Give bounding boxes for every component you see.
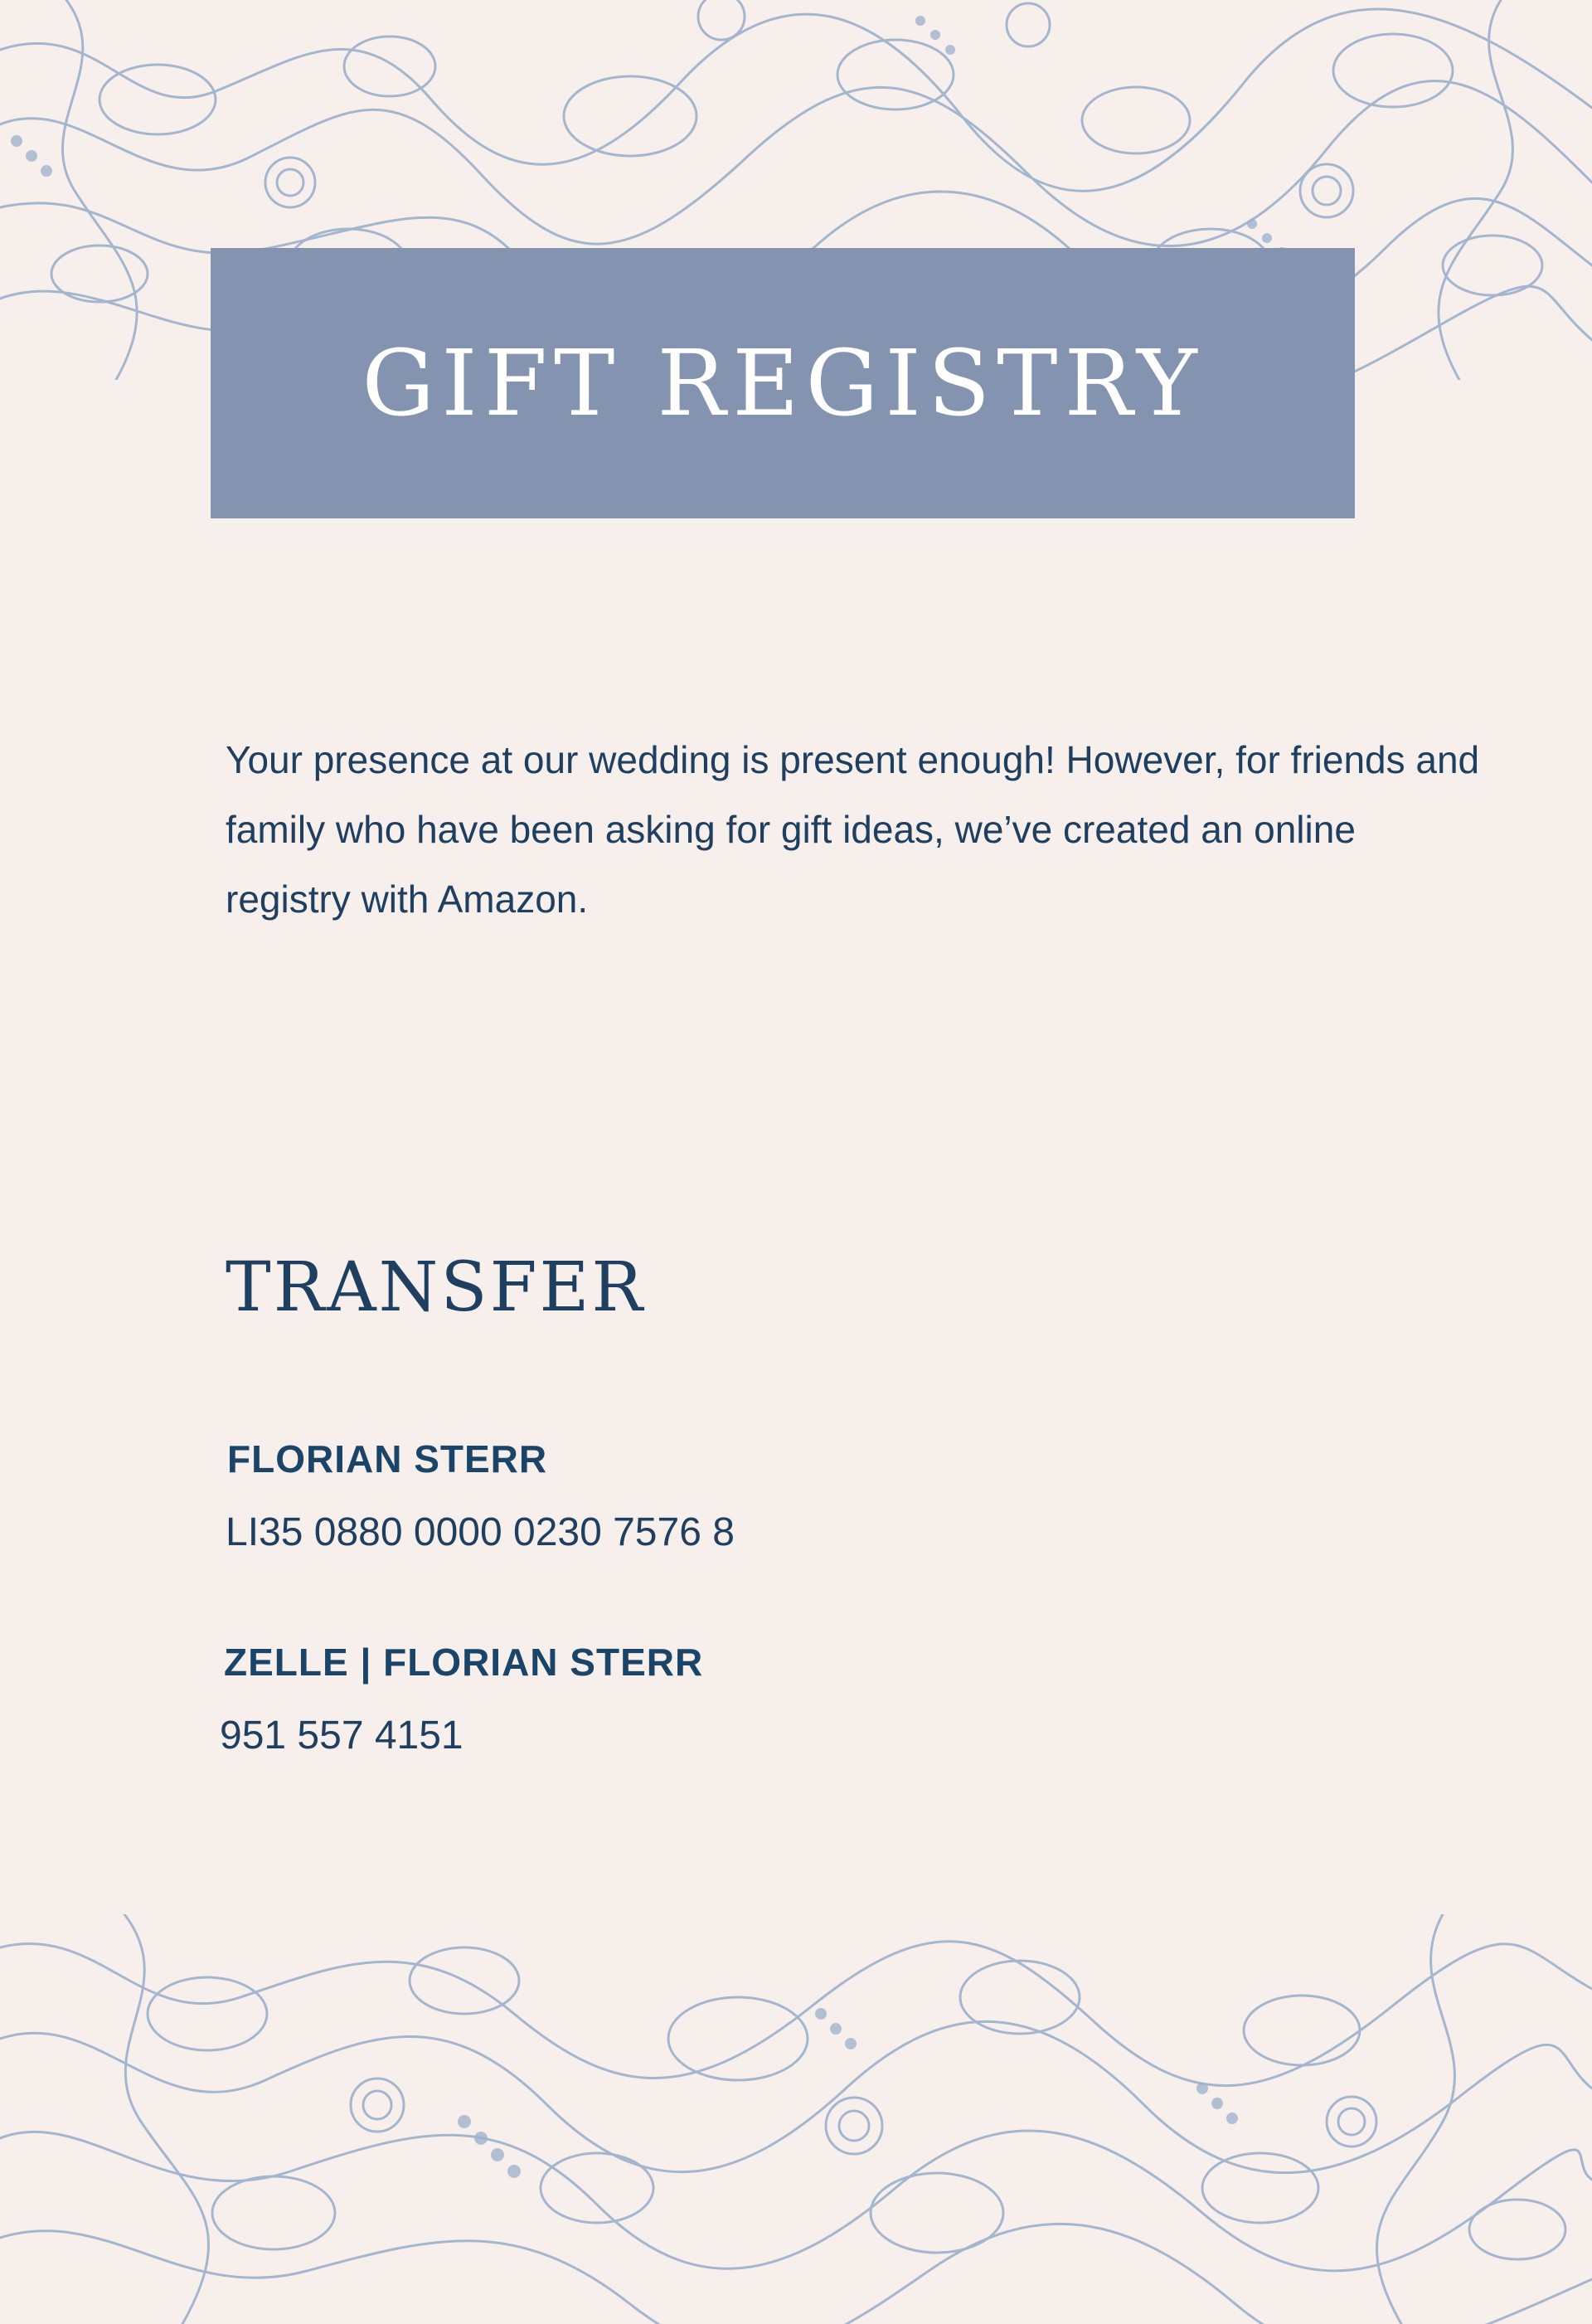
title-banner (211, 248, 1355, 518)
page-title: GIFT REGISTRY (362, 330, 1204, 436)
zelle-phone-number: 951 557 4151 (220, 1714, 464, 1758)
payee-label: ZELLE | FLORIAN STERR (224, 1641, 704, 1684)
transfer-heading: TRANSFER (226, 1248, 646, 1327)
bottom-paisley-pattern (0, 1914, 1592, 2324)
bank-account-number: LI35 0880 0000 0230 7576 8 (226, 1510, 735, 1554)
intro-paragraph: Your presence at our wedding is present enough! However, for friends and family who have been asking for gift ideas, we’ve created an online registry with Amazon. (226, 738, 1480, 921)
payee-label: FLORIAN STERR (227, 1437, 548, 1480)
